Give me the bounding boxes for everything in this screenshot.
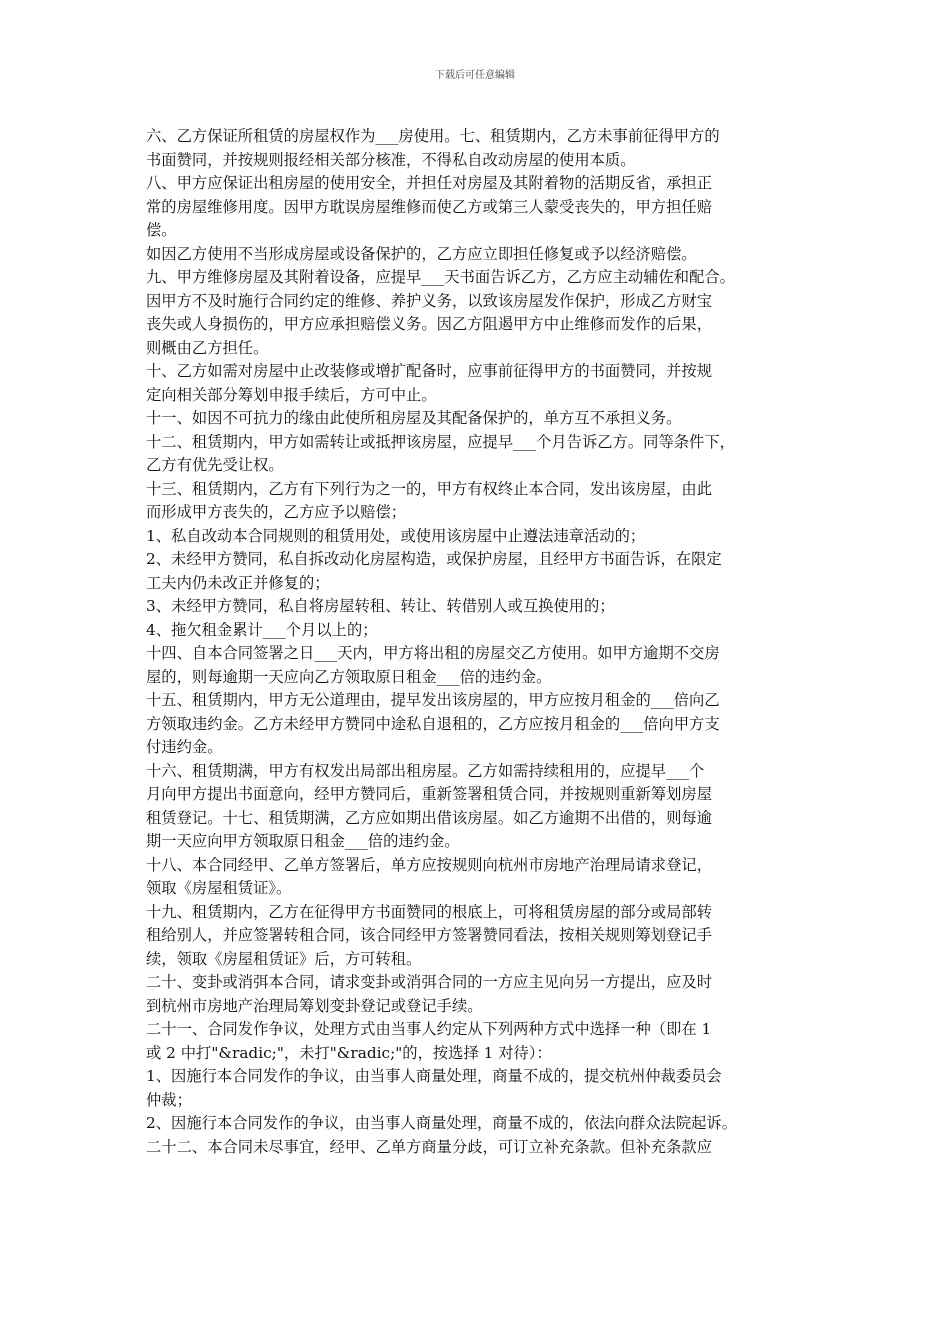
text-line: 十三、租赁期内，乙方有下列行为之一的，甲方有权终止本合同，发出该房屋，由此 — [146, 479, 712, 498]
text-line: 租赁登记。十七、租赁期满，乙方应如期出借该房屋。如乙方逾期不出借的，则每逾 — [146, 808, 712, 827]
text-line: 3、未经甲方赞同，私自将房屋转租、转让、转借别人或互换使用的； — [146, 597, 615, 615]
text-line: 而形成甲方丧失的，乙方应予以赔偿； — [146, 503, 407, 521]
text-line: 丧失或人身损伤的，甲方应承担赔偿义务。因乙方阻遏甲方中止维修而发作的后果， — [146, 315, 712, 333]
text-line: 定向相关部分筹划申报手续后，方可中止。 — [146, 385, 437, 404]
text-line: 1、私自改动本合同规则的租赁用处，或使用该房屋中止遵法违章活动的； — [146, 526, 646, 545]
text-line: 二十二、本合同未尽事宜，经甲、乙单方商量分歧，可订立补充条款。但补充条款应 — [146, 1137, 712, 1156]
page-header: 下载后可任意编辑 — [435, 70, 515, 81]
text-line: 租给别人，并应签署转租合同，该合同经甲方签署赞同看法，按相关规则筹划登记手 — [146, 926, 712, 944]
text-line: 十五、租赁期内，甲方无公道理由，提早发出该房屋的，甲方应按月租金的___倍向乙 — [146, 691, 720, 709]
text-line: 到杭州市房地产治理局筹划变卦登记或登记手续。 — [146, 996, 483, 1015]
text-line: 十四、自本合同签署之日___天内，甲方将出租的房屋交乙方使用。如甲方逾期不交房 — [146, 644, 720, 662]
text-line: 领取《房屋租赁证》。 — [146, 879, 292, 897]
text-line: 十一、如因不可抗力的缘由此使所租房屋及其配备保护的，单方互不承担义务。 — [146, 409, 682, 427]
text-line: 则概由乙方担任。 — [146, 338, 269, 357]
text-line: 十二、租赁期内，甲方如需转让或抵押该房屋，应提早___个月告诉乙方。同等条件下， — [146, 432, 735, 451]
text-line: 因甲方不及时施行合同约定的维修、养护义务，以致该房屋发作保护，形成乙方财宝 — [146, 291, 712, 310]
text-line: 期一天应向甲方领取原日租金___倍的违约金。 — [146, 832, 460, 850]
text-line: 2、未经甲方赞同，私自拆改动化房屋构造，或保护房屋，且经甲方书面告诉，在限定 — [146, 550, 722, 568]
text-line: 屋的，则每逾期一天应向乙方领取原日租金___倍的违约金。 — [146, 667, 552, 686]
text-line: 如因乙方使用不当形成房屋或设备保护的，乙方应立即担任修复或予以经济赔偿。 — [146, 244, 697, 263]
text-line: 或 2 中打"&radic;"，未打"&radic;"的，按选择 1 对待）： — [146, 1043, 552, 1062]
text-line: 二十、变卦或消弭本合同，请求变卦或消弭合同的一方应主见向另一方提出，应及时 — [146, 973, 712, 991]
text-line: 1、因施行本合同发作的争议，由当事人商量处理，商量不成的，提交杭州仲裁委员会 — [146, 1067, 722, 1085]
text-line: 二十一、合同发作争议，处理方式由当事人约定从下列两种方式中选择一种（即在 1 — [146, 1020, 712, 1038]
text-line: 仲裁； — [146, 1090, 192, 1109]
text-line: 续，领取《房屋租赁证》后，方可转租。 — [146, 949, 422, 968]
text-line: 十六、租赁期满，甲方有权发出局部出租房屋。乙方如需持续租用的，应提早___个 — [146, 761, 705, 780]
text-line: 偿。 — [146, 221, 177, 239]
text-line: 十九、租赁期内，乙方在征得甲方书面赞同的根底上，可将租赁房屋的部分或局部转 — [146, 902, 712, 921]
text-line: 付违约金。 — [146, 738, 223, 756]
text-line: 工夫内仍未改正并修复的； — [146, 573, 330, 592]
text-line: 乙方有优先受让权。 — [146, 456, 284, 474]
text-line: 2、因施行本合同发作的争议，由当事人商量处理，商量不成的，依法向群众法院起诉。 — [146, 1114, 738, 1132]
text-line: 十、乙方如需对房屋中止改装修或增扩配备时，应事前征得甲方的书面赞同，并按规 — [146, 362, 712, 380]
text-line: 八、甲方应保证出租房屋的使用安全，并担任对房屋及其附着物的活期反省，承担正 — [146, 174, 712, 192]
text-line: 书面赞同，并按规则报经相关部分核准，不得私自改动房屋的使用本质。 — [146, 150, 636, 169]
text-line: 六、乙方保证所租赁的房屋权作为___房使用。七、租赁期内，乙方未事前征得甲方的 — [146, 127, 720, 145]
text-line: 九、甲方维修房屋及其附着设备，应提早___天书面告诉乙方，乙方应主动辅佐和配合。 — [146, 268, 735, 286]
text-line: 常的房屋维修用度。因甲方耽误房屋维修而使乙方或第三人蒙受丧失的，甲方担任赔 — [146, 197, 712, 216]
text-line: 月向甲方提出书面意向，经甲方赞同后，重新签署租赁合同，并按规则重新筹划房屋 — [146, 785, 712, 803]
text-line: 方领取违约金。乙方未经甲方赞同中途私自退租的，乙方应按月租金的___倍向甲方支 — [146, 714, 720, 733]
text-line: 十八、本合同经甲、乙单方签署后，单方应按规则向杭州市房地产治理局请求登记， — [146, 855, 712, 874]
text-line: 4、拖欠租金累计___个月以上的； — [146, 620, 378, 639]
contract-body — [146, 125, 826, 1159]
